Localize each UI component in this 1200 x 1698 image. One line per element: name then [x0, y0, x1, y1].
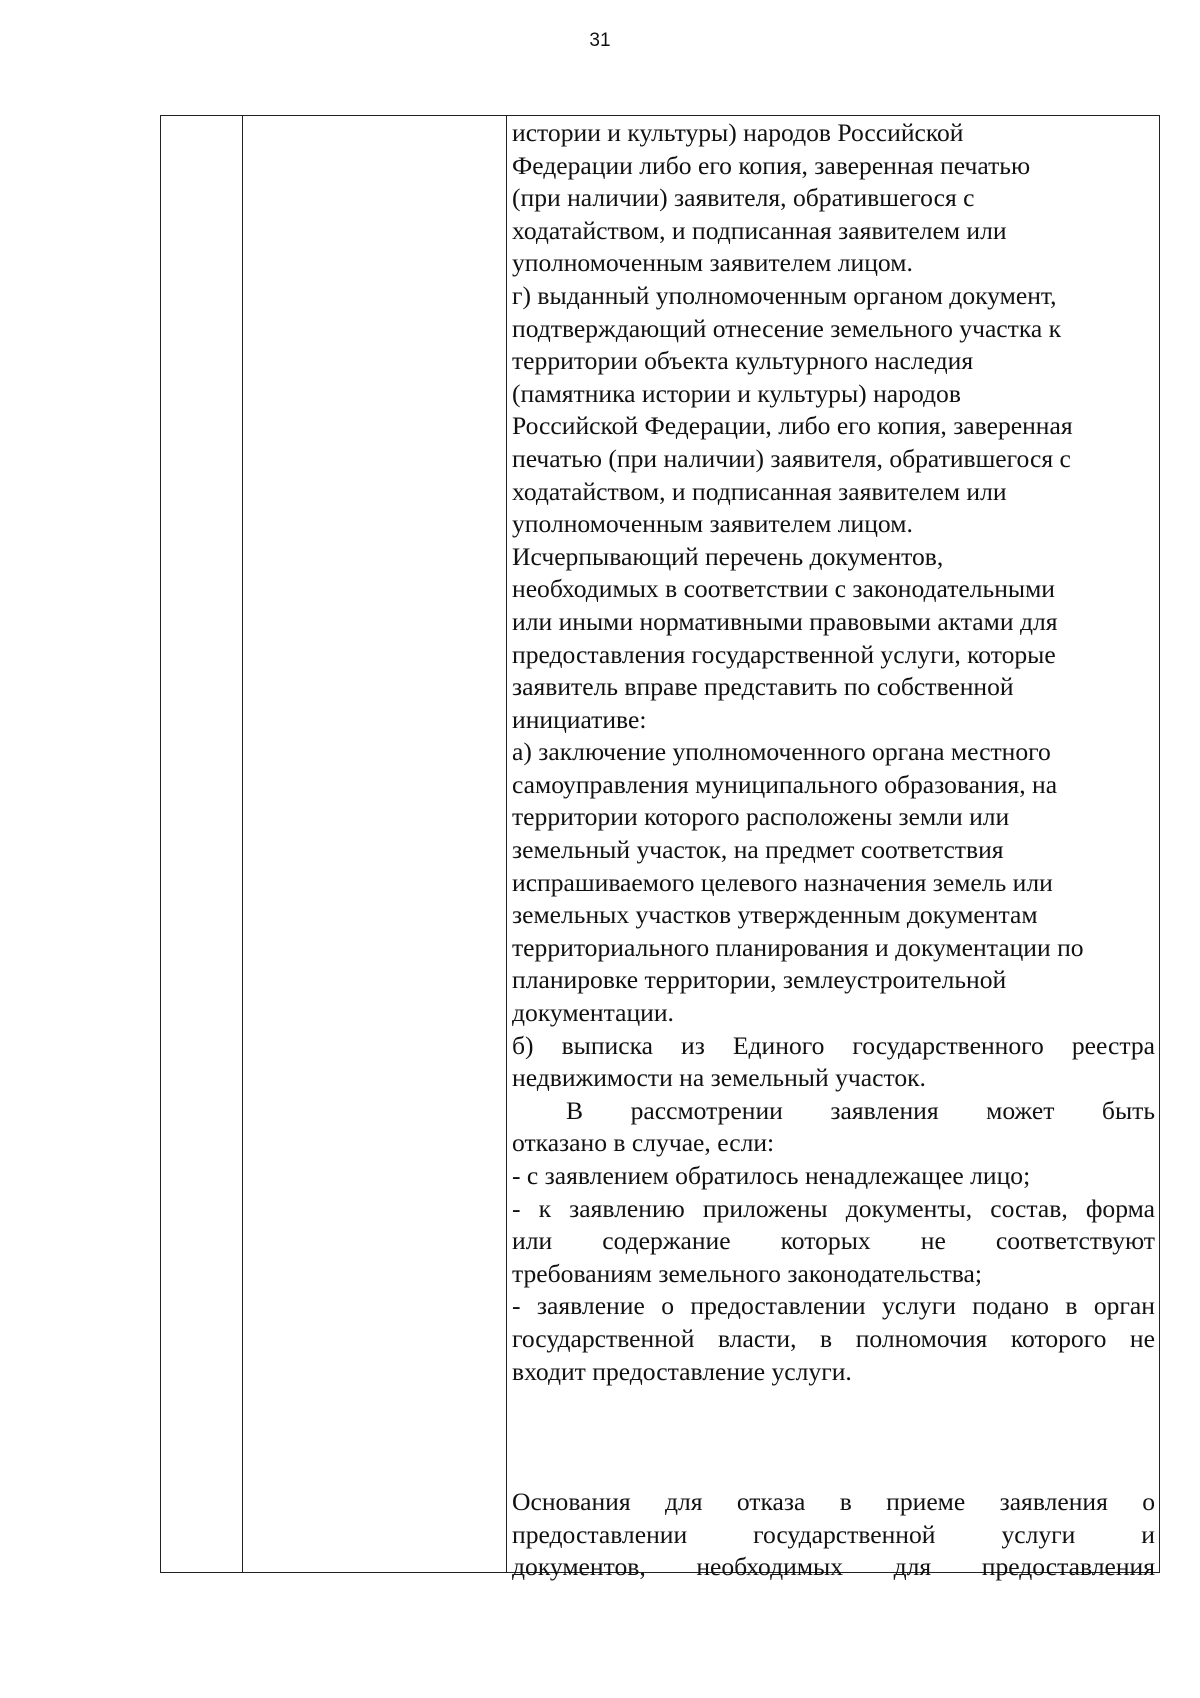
text-line: требованиям земельного законодательства;	[512, 1258, 982, 1288]
text-line: а) заключение уполномоченного органа местного	[512, 737, 1051, 767]
paragraph-item-b	[512, 1030, 1155, 1095]
text-line: Исчерпывающий перечень документов,	[512, 541, 944, 571]
document-table	[160, 115, 1160, 1582]
paragraph-item-g	[512, 280, 1155, 541]
text-line: - к заявлению приложены документы, состав, форма	[512, 1193, 1155, 1223]
paragraph-exhaustive-list	[512, 541, 1155, 737]
text-line: ходатайством, и подписанная заявителем или	[512, 215, 1007, 245]
text-line: земельный участок, на предмет соответствия	[512, 835, 1004, 865]
paragraph-cultural-heritage-doc-continued	[512, 117, 1155, 280]
paragraph-grounds-refusal-acceptance	[512, 1486, 1155, 1584]
table-column-divider	[506, 116, 507, 1572]
paragraph-refusal-grounds	[512, 1095, 1155, 1160]
text-line: необходимых в соответствии с законодательными	[512, 574, 1055, 604]
text-line: планировке территории, землеустроительной	[512, 965, 1007, 995]
text-line: уполномоченным заявителем лицом.	[512, 248, 913, 278]
text-line: документов, необходимых для предоставления	[512, 1552, 1155, 1582]
text-line: государственной власти, в полномочия которого не	[512, 1323, 1155, 1353]
text-line: Федерации либо его копия, заверенная печатью	[512, 150, 1031, 180]
text-line: инициативе:	[512, 704, 647, 734]
text-line: В рассмотрении заявления может быть	[566, 1095, 1155, 1125]
text-line: печатью (при наличии) заявителя, обратившегося с	[512, 443, 1071, 473]
text-line: территории объекта культурного наследия	[512, 346, 974, 376]
text-line: уполномоченным заявителем лицом.	[512, 509, 913, 539]
paragraph-refusal-item-1	[512, 1160, 1155, 1193]
text-line: территории которого расположены земли или	[512, 802, 1010, 832]
paragraph-refusal-item-3	[512, 1290, 1155, 1388]
table-cell-text	[512, 117, 1155, 1584]
text-line: подтверждающий отнесение земельного участка к	[512, 313, 1062, 343]
text-line: недвижимости на земельный участок.	[512, 1063, 926, 1093]
table-column-divider	[242, 116, 243, 1572]
text-line: земельных участков утвержденным документам	[512, 900, 1038, 930]
text-line: отказано в случае, если:	[512, 1128, 775, 1158]
text-line: Основания для отказа в приеме заявления о	[512, 1487, 1155, 1517]
text-line: заявитель вправе представить по собственной	[512, 672, 1014, 702]
text-line: (памятника истории и культуры) народов	[512, 378, 961, 408]
text-line: самоуправления муниципального образования, на	[512, 769, 1058, 799]
page-number: 31	[589, 30, 611, 51]
paragraph-item-a	[512, 736, 1155, 1029]
text-line: испрашиваемого целевого назначения земель или	[512, 867, 1053, 897]
text-line: входит предоставление услуги.	[512, 1356, 852, 1386]
text-line: предоставлении государственной услуги и	[512, 1519, 1155, 1549]
text-line: б) выписка из Единого государственного реестра	[512, 1030, 1155, 1060]
paragraph-refusal-item-2	[512, 1193, 1155, 1291]
text-line: ходатайством, и подписанная заявителем или	[512, 476, 1007, 506]
blank-space	[512, 1388, 1155, 1486]
text-line: г) выданный уполномоченным органом документ,	[512, 280, 1057, 310]
text-line: предоставления государственной услуги, которые	[512, 639, 1056, 669]
text-line: (при наличии) заявителя, обратившегося с	[512, 183, 975, 213]
text-line: территориального планирования и документации по	[512, 932, 1084, 962]
text-line: - с заявлением обратилось ненадлежащее лицо;	[512, 1161, 1031, 1190]
text-line: Российской Федерации, либо его копия, заверенная	[512, 411, 1073, 441]
text-line: документации.	[512, 998, 674, 1028]
text-line: или содержание которых не соответствуют	[512, 1226, 1155, 1256]
text-line: - заявление о предоставлении услуги подано в орган	[512, 1291, 1155, 1321]
text-line: или иными нормативными правовыми актами для	[512, 606, 1058, 636]
text-line: истории и культуры) народов Российской	[512, 118, 964, 147]
